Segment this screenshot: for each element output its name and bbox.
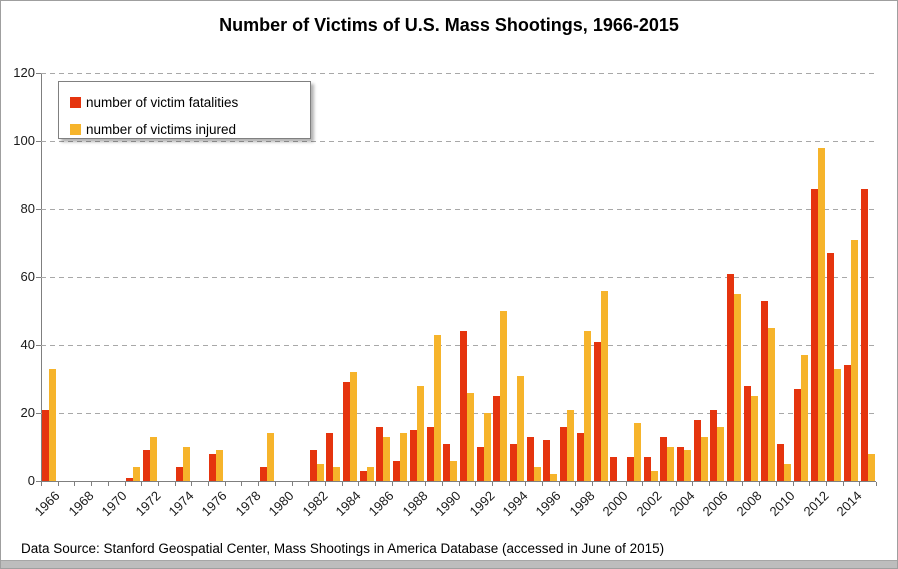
bar-injured-1995	[534, 467, 541, 481]
x-tick-27	[492, 482, 493, 486]
x-axis-label-2014: 2014	[833, 488, 865, 520]
x-tick-13	[258, 482, 259, 486]
bar-fatalities-1982	[310, 450, 317, 481]
legend-label-fatalities: number of victim fatalities	[86, 94, 239, 110]
window-bottom-edge	[1, 560, 897, 568]
x-axis-label-2004: 2004	[666, 488, 698, 520]
x-axis-label-1972: 1972	[132, 488, 164, 520]
gridline-80	[41, 209, 876, 210]
x-tick-38	[676, 482, 677, 486]
bar-fatalities-1985	[360, 471, 367, 481]
x-tick-2	[74, 482, 75, 486]
gridline-120	[41, 73, 876, 74]
bar-injured-1987	[400, 433, 407, 481]
gridline-40	[41, 345, 876, 346]
x-tick-34	[609, 482, 610, 486]
legend-item-fatalities	[70, 91, 310, 113]
x-tick-9	[191, 482, 192, 486]
x-tick-37	[659, 482, 660, 486]
bar-fatalities-1987	[393, 461, 400, 481]
bar-fatalities-2001	[627, 457, 634, 481]
bar-injured-2013	[834, 369, 841, 481]
x-axis-label-1996: 1996	[532, 488, 564, 520]
x-tick-6	[141, 482, 142, 486]
legend-label-injured: number of victims injured	[86, 121, 237, 137]
bar-injured-2002	[651, 471, 658, 481]
x-tick-35	[626, 482, 627, 486]
x-tick-11	[225, 482, 226, 486]
bar-injured-1996	[550, 474, 557, 481]
bar-fatalities-1991	[460, 331, 467, 481]
x-tick-1	[58, 482, 59, 486]
x-axis-label-2006: 2006	[699, 488, 731, 520]
bar-injured-2014	[851, 240, 858, 481]
bar-fatalities-2000	[610, 457, 617, 481]
bar-injured-1992	[484, 413, 491, 481]
x-tick-41	[726, 482, 727, 486]
bar-fatalities-2013	[827, 253, 834, 481]
bar-fatalities-2003	[660, 437, 667, 481]
bar-fatalities-1994	[510, 444, 517, 481]
x-axis-label-2010: 2010	[766, 488, 798, 520]
x-tick-23	[425, 482, 426, 486]
x-tick-26	[475, 482, 476, 486]
bar-injured-1971	[133, 467, 140, 481]
bar-fatalities-2010	[777, 444, 784, 481]
x-axis-label-1992: 1992	[466, 488, 498, 520]
bar-injured-1994	[517, 376, 524, 481]
bar-fatalities-1984	[343, 382, 350, 481]
bar-injured-1991	[467, 393, 474, 481]
bar-injured-1990	[450, 461, 457, 481]
bar-injured-2006	[717, 427, 724, 481]
bar-fatalities-2012	[811, 189, 818, 481]
bar-injured-1997	[567, 410, 574, 481]
legend-item-injured	[70, 118, 310, 140]
bar-injured-2012	[818, 148, 825, 481]
data-source-note: Data Source: Stanford Geospatial Center, Mass Shootings in America Database (accessed in June of 2015)	[21, 541, 665, 556]
x-tick-43	[759, 482, 760, 486]
bar-fatalities-1979	[260, 467, 267, 481]
bar-injured-2008	[751, 396, 758, 481]
bar-injured-2009	[768, 328, 775, 481]
bar-fatalities-1974	[176, 467, 183, 481]
x-tick-21	[392, 482, 393, 486]
x-axis-label-1976: 1976	[198, 488, 230, 520]
x-axis-label-1986: 1986	[365, 488, 397, 520]
x-tick-20	[375, 482, 376, 486]
bar-injured-2011	[801, 355, 808, 481]
x-tick-25	[459, 482, 460, 486]
x-tick-36	[642, 482, 643, 486]
y-axis-label-120: 120	[13, 65, 35, 80]
x-axis-label-2002: 2002	[633, 488, 665, 520]
x-axis-label-2000: 2000	[599, 488, 631, 520]
bar-injured-2010	[784, 464, 791, 481]
y-tick-40	[36, 345, 41, 346]
x-tick-44	[776, 482, 777, 486]
bar-injured-1983	[333, 467, 340, 481]
y-axis-label-20: 20	[20, 405, 35, 420]
x-axis-label-1978: 1978	[232, 488, 264, 520]
bar-fatalities-1972	[143, 450, 150, 481]
bar-fatalities-2005	[694, 420, 701, 481]
x-axis-label-1980: 1980	[265, 488, 297, 520]
x-tick-5	[125, 482, 126, 486]
bar-injured-2001	[634, 423, 641, 481]
y-axis-label-100: 100	[13, 133, 35, 148]
x-axis-label-1998: 1998	[566, 488, 598, 520]
x-tick-8	[175, 482, 176, 486]
x-tick-32	[575, 482, 576, 486]
bar-fatalities-1996	[543, 440, 550, 481]
bar-fatalities-1999	[594, 342, 601, 481]
y-tick-60	[36, 277, 41, 278]
bar-injured-1985	[367, 467, 374, 481]
x-tick-18	[342, 482, 343, 486]
x-axis-label-1988: 1988	[399, 488, 431, 520]
bar-injured-2003	[667, 447, 674, 481]
bar-fatalities-2002	[644, 457, 651, 481]
bar-fatalities-2006	[710, 410, 717, 481]
x-tick-0	[41, 482, 42, 486]
bar-fatalities-2008	[744, 386, 751, 481]
y-axis-label-40: 40	[20, 337, 35, 352]
bar-fatalities-1971	[126, 478, 133, 481]
bar-fatalities-2014	[844, 365, 851, 481]
bar-injured-2005	[701, 437, 708, 481]
x-axis-label-1994: 1994	[499, 488, 531, 520]
bar-injured-1979	[267, 433, 274, 481]
bar-injured-1984	[350, 372, 357, 481]
x-tick-3	[91, 482, 92, 486]
x-tick-22	[408, 482, 409, 486]
x-tick-30	[542, 482, 543, 486]
x-tick-29	[525, 482, 526, 486]
bar-fatalities-1986	[376, 427, 383, 481]
x-tick-7	[158, 482, 159, 486]
x-tick-48	[843, 482, 844, 486]
y-tick-120	[36, 73, 41, 74]
bar-injured-1999	[601, 291, 608, 481]
x-tick-45	[793, 482, 794, 486]
y-tick-100	[36, 141, 41, 142]
bar-fatalities-1992	[477, 447, 484, 481]
x-axis-label-1984: 1984	[332, 488, 364, 520]
bar-injured-1976	[216, 450, 223, 481]
x-tick-28	[509, 482, 510, 486]
bar-injured-2015	[868, 454, 875, 481]
x-axis-label-1974: 1974	[165, 488, 197, 520]
x-axis-label-2012: 2012	[800, 488, 832, 520]
bar-fatalities-1989	[427, 427, 434, 481]
gridline-60	[41, 277, 876, 278]
chart-title: Number of Victims of U.S. Mass Shootings, 1966-2015	[219, 15, 679, 35]
x-tick-15	[292, 482, 293, 486]
x-tick-12	[241, 482, 242, 486]
x-axis-label-2008: 2008	[733, 488, 765, 520]
y-tick-20	[36, 413, 41, 414]
y-axis-label-0: 0	[27, 473, 35, 488]
x-tick-50	[876, 482, 877, 486]
bar-fatalities-2004	[677, 447, 684, 481]
bar-injured-1989	[434, 335, 441, 481]
x-axis-label-1970: 1970	[98, 488, 130, 520]
x-tick-39	[692, 482, 693, 486]
x-tick-14	[275, 482, 276, 486]
x-axis-label-1982: 1982	[299, 488, 331, 520]
y-axis-label-80: 80	[20, 201, 35, 216]
x-tick-4	[108, 482, 109, 486]
x-tick-40	[709, 482, 710, 486]
legend-swatch-injured-icon	[70, 124, 81, 135]
bar-fatalities-1976	[209, 454, 216, 481]
x-tick-31	[559, 482, 560, 486]
x-tick-19	[358, 482, 359, 486]
bar-fatalities-1990	[443, 444, 450, 481]
legend-swatch-fatalities-icon	[70, 97, 81, 108]
y-tick-80	[36, 209, 41, 210]
x-tick-17	[325, 482, 326, 486]
legend	[58, 81, 311, 139]
x-axis-label-1968: 1968	[65, 488, 97, 520]
bar-injured-1986	[383, 437, 390, 481]
bar-fatalities-1983	[326, 433, 333, 481]
x-tick-16	[308, 482, 309, 486]
x-tick-24	[442, 482, 443, 486]
bar-fatalities-1988	[410, 430, 417, 481]
bar-fatalities-1997	[560, 427, 567, 481]
x-tick-46	[809, 482, 810, 486]
bar-injured-1974	[183, 447, 190, 481]
bar-injured-2007	[734, 294, 741, 481]
bar-fatalities-1966	[42, 410, 49, 481]
bar-injured-1972	[150, 437, 157, 481]
bar-injured-2004	[684, 450, 691, 481]
x-tick-49	[859, 482, 860, 486]
bar-fatalities-2015	[861, 189, 868, 481]
bar-fatalities-1995	[527, 437, 534, 481]
bar-injured-1993	[500, 311, 507, 481]
gridline-100	[41, 141, 876, 142]
y-axis-label-60: 60	[20, 269, 35, 284]
x-axis-label-1966: 1966	[31, 488, 63, 520]
bar-fatalities-2009	[761, 301, 768, 481]
bar-injured-1988	[417, 386, 424, 481]
bar-fatalities-1993	[493, 396, 500, 481]
x-tick-42	[742, 482, 743, 486]
bar-fatalities-2011	[794, 389, 801, 481]
x-tick-33	[592, 482, 593, 486]
bar-fatalities-1998	[577, 433, 584, 481]
x-tick-10	[208, 482, 209, 486]
x-axis-label-1990: 1990	[432, 488, 464, 520]
bar-fatalities-2007	[727, 274, 734, 481]
x-tick-47	[826, 482, 827, 486]
bar-injured-1982	[317, 464, 324, 481]
bar-injured-1966	[49, 369, 56, 481]
bar-injured-1998	[584, 331, 591, 481]
